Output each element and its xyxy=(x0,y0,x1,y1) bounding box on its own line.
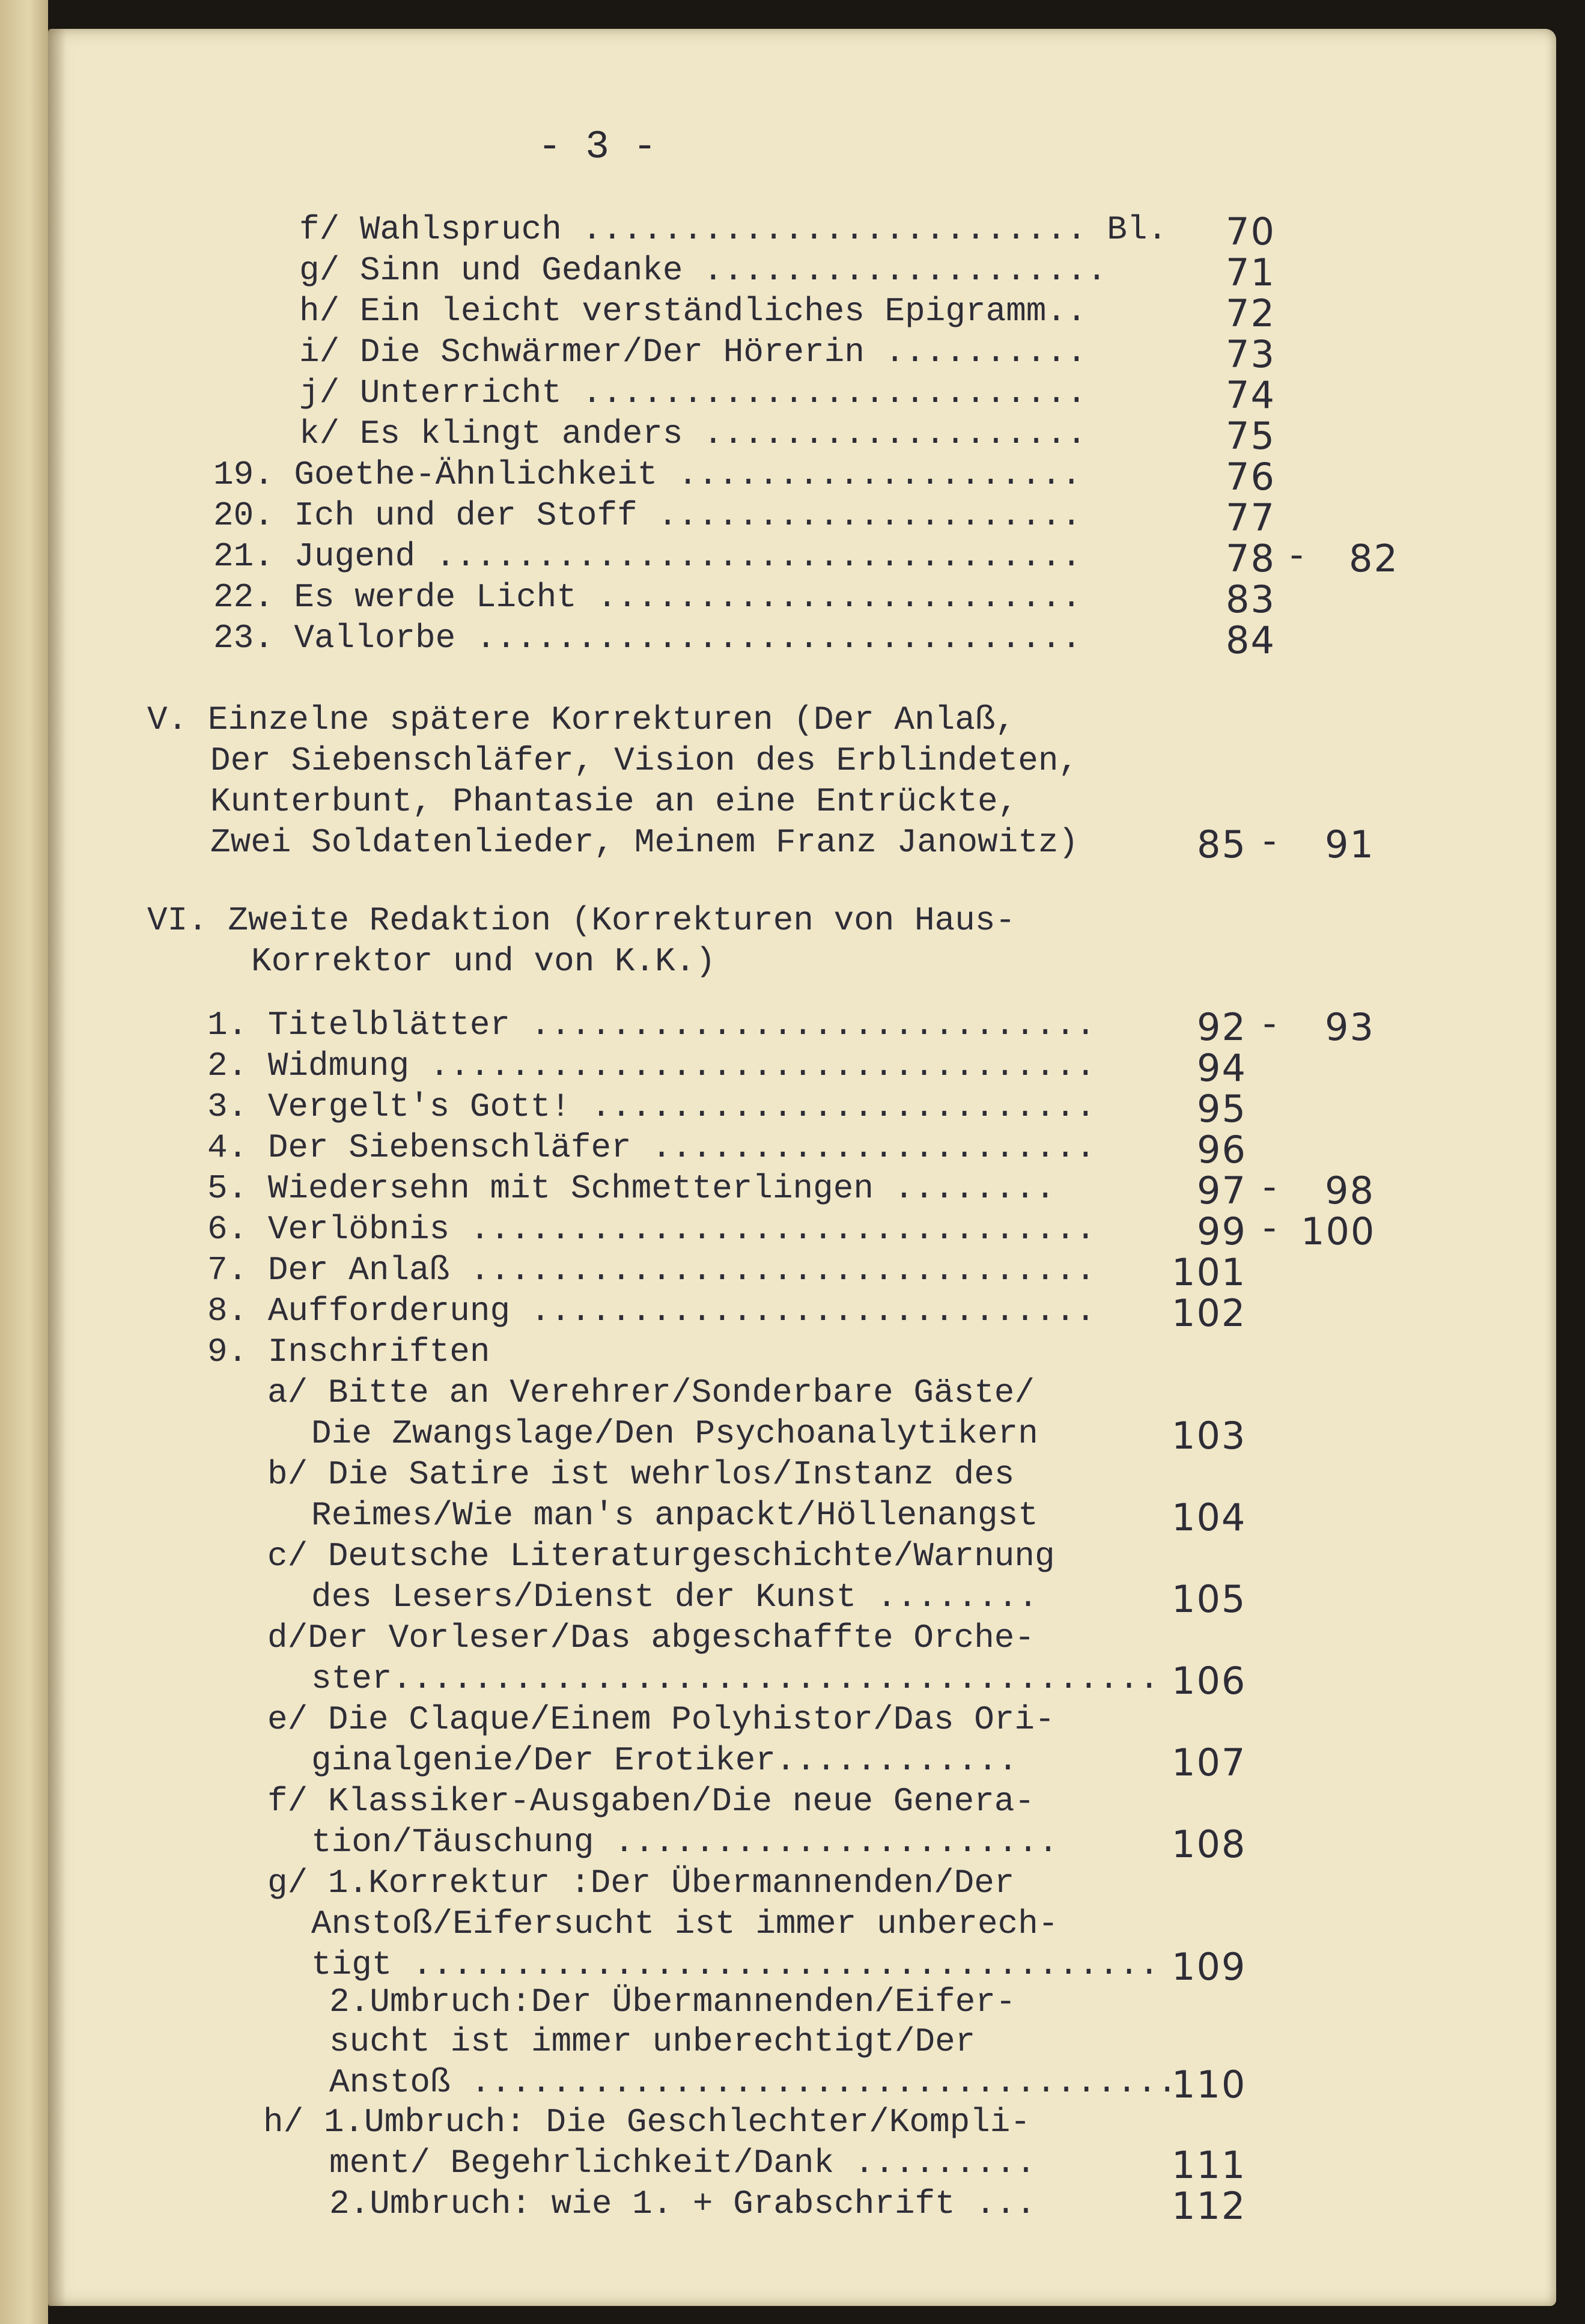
page-ref: 97 xyxy=(1197,1169,1247,1212)
sub-item-line: Reimes/Wie man's anpackt/Höllenangst xyxy=(311,1496,1038,1535)
section-vi-line: Korrektor und von K.K.) xyxy=(251,942,716,981)
list-item: 7. Der Anlaß ............................... xyxy=(207,1251,1096,1289)
page-ref: 108 xyxy=(1172,1822,1247,1866)
page-ref: 84 xyxy=(1226,618,1276,662)
section-v-line: Zwei Soldatenlieder, Meinem Franz Janowitz) xyxy=(210,823,1079,862)
section-vi-line: VI. Zweite Redaktion (Korrekturen von Haus- xyxy=(147,901,1016,940)
page-ref: 103 xyxy=(1172,1414,1247,1458)
range-dash: - xyxy=(1259,1210,1281,1251)
page-ref: 92 xyxy=(1197,1005,1247,1049)
list-item: 3. Vergelt's Gott! ......................... xyxy=(207,1087,1096,1126)
list-item: k/ Es klingt anders ................... xyxy=(299,415,1087,453)
page-ref: 104 xyxy=(1172,1495,1247,1539)
sub-item-line: tion/Täuschung ...................... xyxy=(311,1823,1059,1861)
page-ref: 111 xyxy=(1172,2143,1247,2187)
page-ref: 112 xyxy=(1172,2184,1247,2228)
page-ref: 72 xyxy=(1226,291,1276,335)
page-ref-end: 82 xyxy=(1349,537,1399,580)
sub-item-line: f/ Klassiker-Ausgaben/Die neue Genera- xyxy=(267,1782,1035,1821)
page-ref: 109 xyxy=(1172,1945,1247,1989)
page-ref: 110 xyxy=(1172,2063,1247,2107)
page-ref: 76 xyxy=(1226,455,1276,499)
range-dash: - xyxy=(1259,1006,1281,1047)
page-ref: 106 xyxy=(1172,1659,1247,1703)
list-item: i/ Die Schwärmer/Der Hörerin .......... xyxy=(299,333,1087,371)
list-item: j/ Unterricht ......................... xyxy=(299,374,1087,412)
page-ref: 101 xyxy=(1172,1250,1247,1294)
page-number: - 3 - xyxy=(538,124,657,169)
page-ref: 94 xyxy=(1197,1046,1247,1090)
page-ref: 71 xyxy=(1226,251,1276,294)
sub-item-line: Die Zwangslage/Den Psychoanalytikern xyxy=(311,1414,1038,1453)
range-dash: - xyxy=(1259,823,1281,864)
list-item: 2. Widmung ................................. xyxy=(207,1047,1096,1085)
page-ref: 74 xyxy=(1226,373,1276,417)
range-dash: - xyxy=(1259,1169,1281,1210)
section-v-line: V. Einzelne spätere Korrekturen (Der Anlaß, xyxy=(147,701,1016,739)
range-dash: - xyxy=(1286,537,1308,578)
page-ref: 70 xyxy=(1226,210,1276,254)
list-item: f/ Wahlspruch ......................... Bl. xyxy=(299,210,1168,249)
page-ref: 77 xyxy=(1226,496,1276,540)
list-item: 8. Aufforderung ............................ xyxy=(207,1292,1096,1330)
sub-item-line: 2.Umbruch: wie 1. + Grabschrift ... xyxy=(329,2185,1036,2223)
sub-item-line: h/ 1.Umbruch: Die Geschlechter/Kompli- xyxy=(263,2103,1031,2141)
page-ref-end: 93 xyxy=(1325,1005,1375,1049)
page-ref: 105 xyxy=(1172,1577,1247,1621)
page-gutter-shadow xyxy=(48,29,66,2306)
sub-item-line: Anstoß/Eifersucht ist immer unberech- xyxy=(311,1905,1059,1943)
sub-item-line: sucht ist immer unberechtigt/Der xyxy=(329,2022,976,2061)
page-ref: 75 xyxy=(1226,414,1276,458)
sub-item-line: ginalgenie/Der Erotiker............ xyxy=(311,1741,1018,1780)
list-item: 23. Vallorbe .............................. xyxy=(213,619,1082,657)
list-item: 21. Jugend ................................ xyxy=(213,537,1082,576)
adjacent-page-edge xyxy=(0,0,48,2324)
page-ref: 73 xyxy=(1226,332,1276,376)
page-ref-end: 100 xyxy=(1301,1209,1376,1253)
page-ref: 85 xyxy=(1197,823,1247,866)
sub-item-line: 2.Umbruch:Der Übermannenden/Eifer- xyxy=(329,1983,1016,2021)
list-item: 6. Verlöbnis ............................... xyxy=(207,1210,1096,1249)
page-ref: 95 xyxy=(1197,1087,1247,1131)
list-item: g/ Sinn und Gedanke .................... xyxy=(299,251,1107,290)
sub-item-line: tigt ..................................... xyxy=(311,1945,1160,1984)
sub-item-line: des Lesers/Dienst der Kunst ........ xyxy=(311,1578,1038,1616)
list-item: 4. Der Siebenschläfer ...................... xyxy=(207,1128,1096,1167)
sub-item-line: g/ 1.Korrektur :Der Übermannenden/Der xyxy=(267,1864,1015,1902)
list-item: h/ Ein leicht verständliches Epigramm.. xyxy=(299,292,1087,330)
page-ref: 107 xyxy=(1172,1741,1247,1784)
list-item: 1. Titelblätter ............................ xyxy=(207,1006,1096,1044)
sub-item-line: ment/ Begehrlichkeit/Dank ......... xyxy=(329,2144,1036,2182)
list-item: 5. Wiedersehn mit Schmetterlingen ........ xyxy=(207,1169,1056,1208)
page-ref-end: 91 xyxy=(1325,823,1375,866)
page-ref: 96 xyxy=(1197,1128,1247,1172)
list-item: 22. Es werde Licht ........................ xyxy=(213,578,1082,616)
page-ref: 99 xyxy=(1197,1209,1247,1253)
sub-item-line: Anstoß ................................... xyxy=(329,2063,1178,2102)
list-item: 19. Goethe-Ähnlichkeit .................... xyxy=(213,455,1082,494)
page-ref: 78 xyxy=(1226,537,1276,580)
page-ref: 83 xyxy=(1226,577,1276,621)
list-item: 9. Inschriften xyxy=(207,1333,490,1371)
sub-item-line: ster...................................... xyxy=(311,1659,1160,1698)
page-ref: 102 xyxy=(1172,1291,1247,1335)
list-item: 20. Ich und der Stoff ..................... xyxy=(213,496,1082,535)
page-ref-end: 98 xyxy=(1325,1169,1375,1212)
sub-item-line: e/ Die Claque/Einem Polyhistor/Das Ori- xyxy=(267,1700,1055,1739)
sub-item-line: b/ Die Satire ist wehrlos/Instanz des xyxy=(267,1455,1015,1494)
section-v-line: Kunterbunt, Phantasie an eine Entrückte, xyxy=(210,782,1018,821)
sub-item-line: a/ Bitte an Verehrer/Sonderbare Gäste/ xyxy=(267,1373,1035,1412)
sub-item-line: c/ Deutsche Literaturgeschichte/Warnung xyxy=(267,1537,1055,1575)
section-v-line: Der Siebenschläfer, Vision des Erblindeten, xyxy=(210,741,1079,780)
sub-item-line: d/Der Vorleser/Das abgeschaffte Orche- xyxy=(267,1619,1035,1657)
